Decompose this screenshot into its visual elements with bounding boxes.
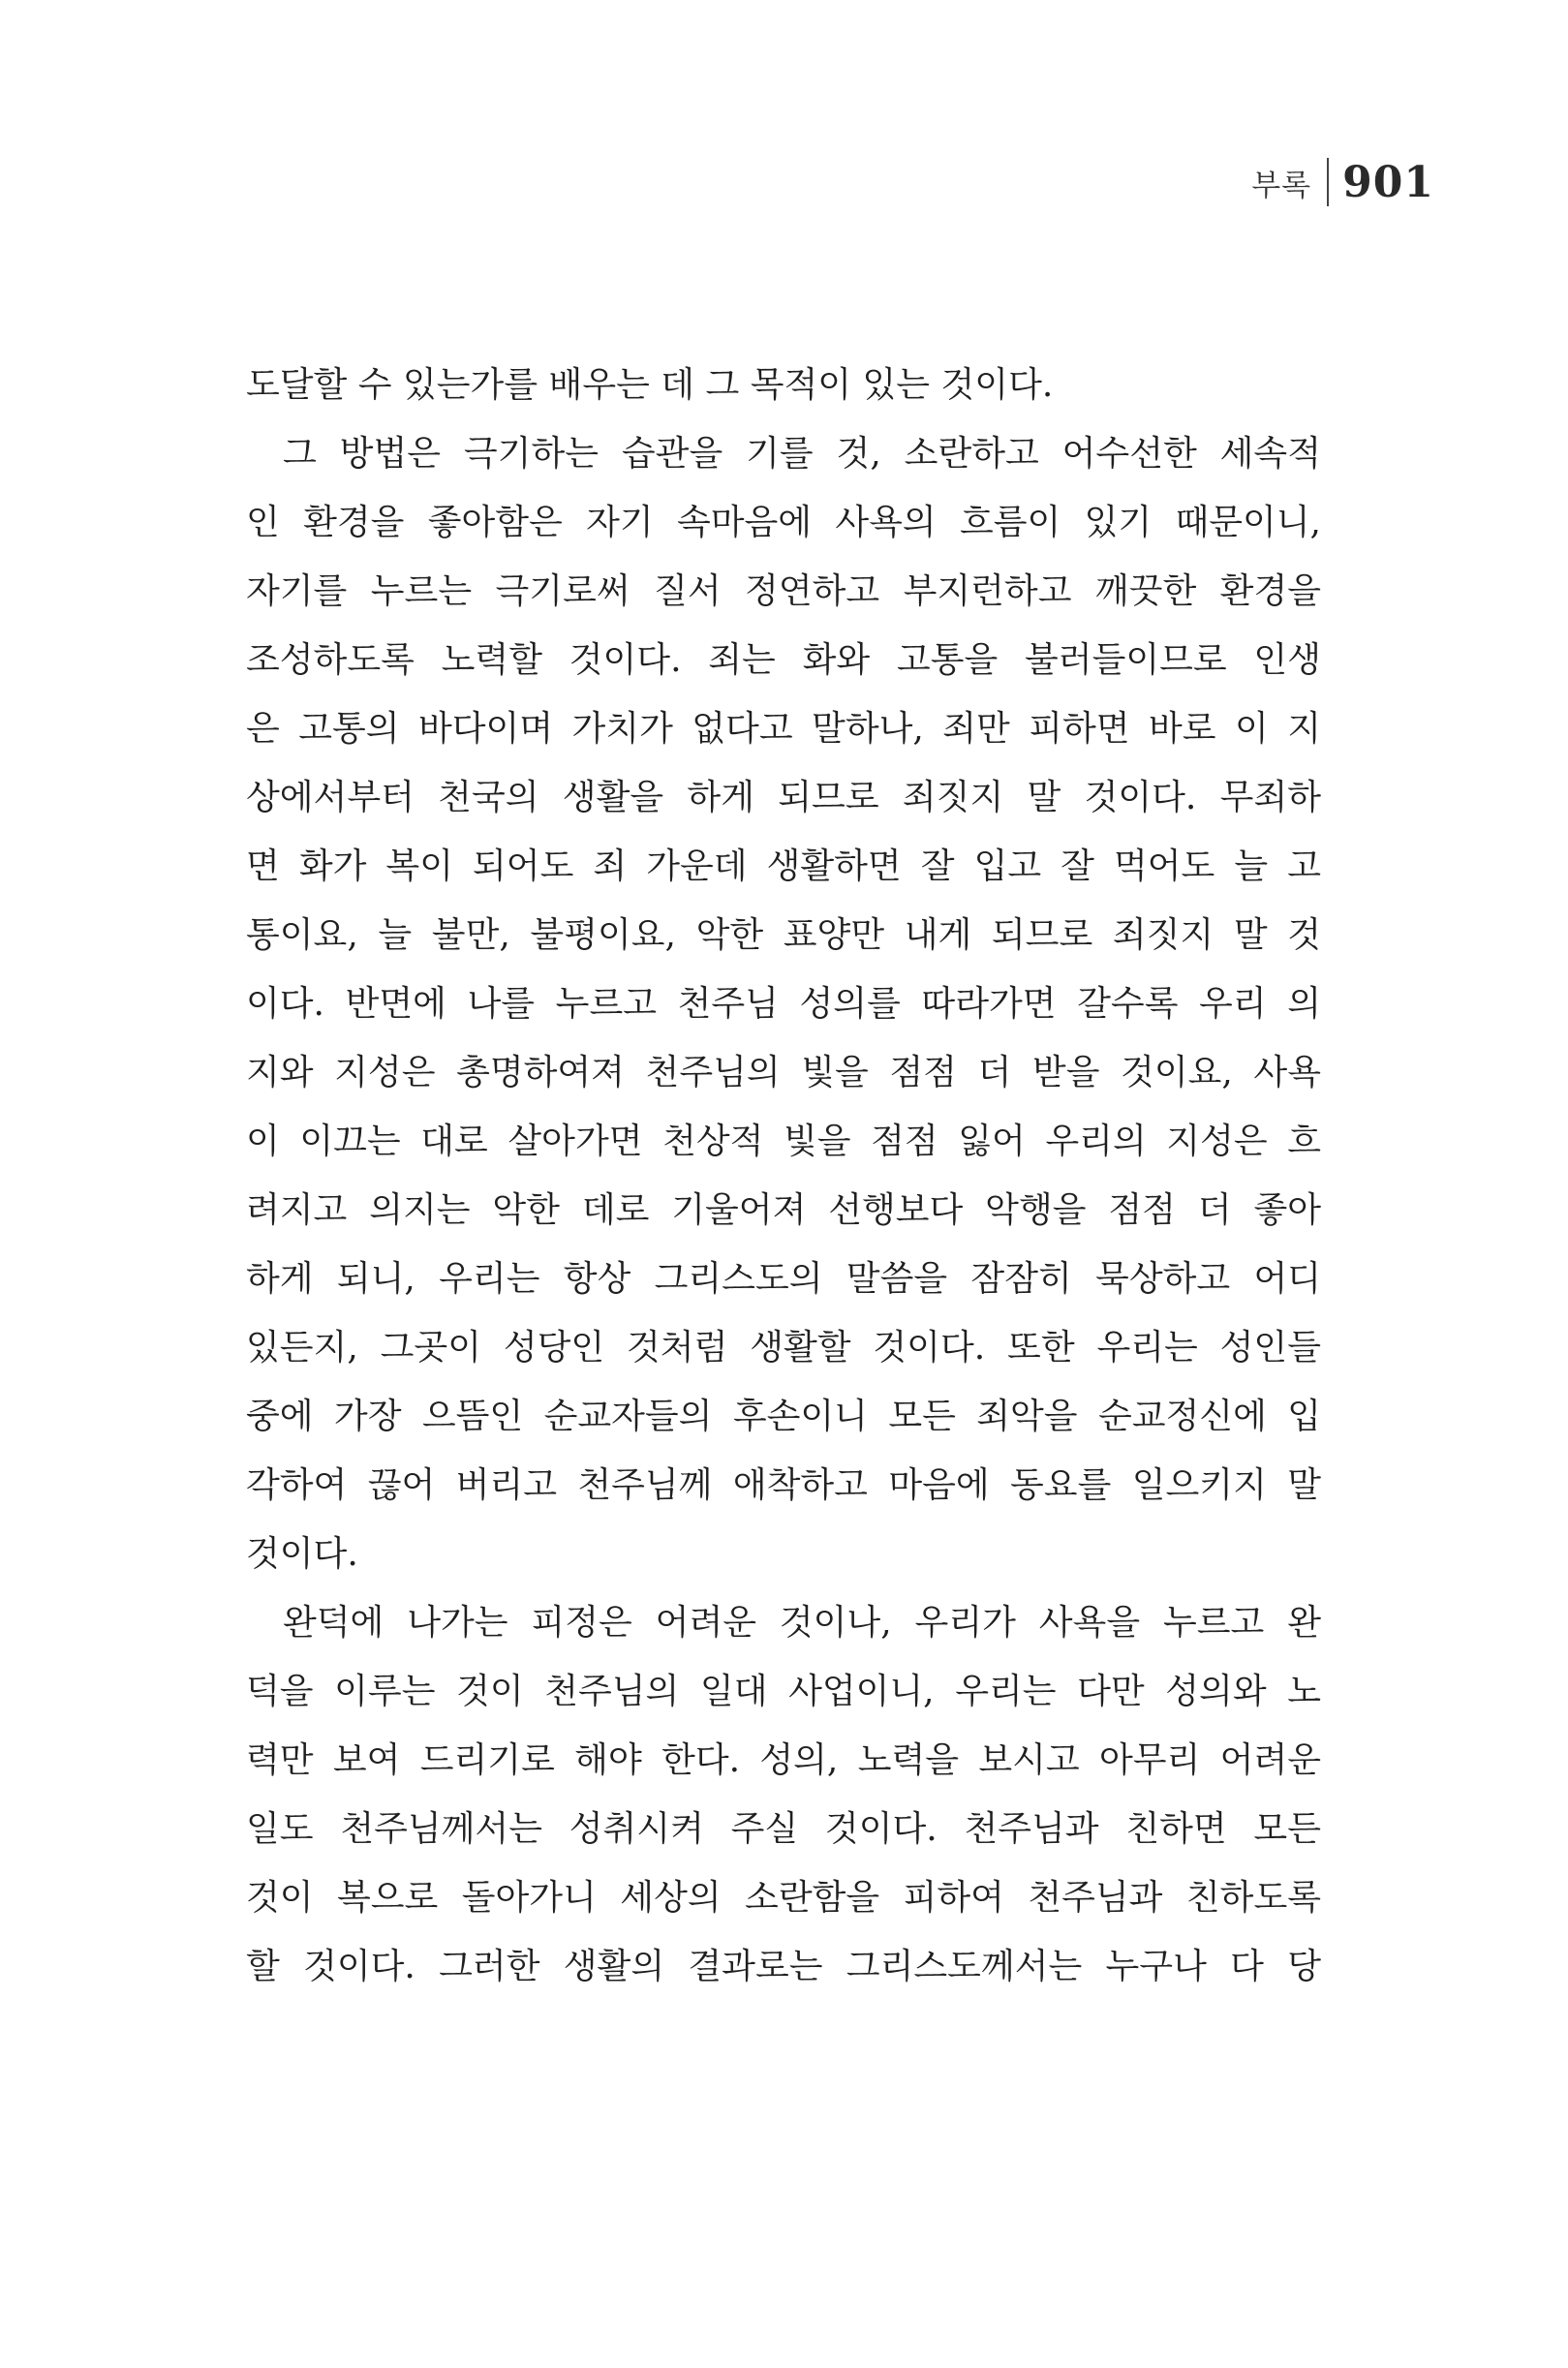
text-line: 도달할 수 있는가를 배우는 데 그 목적이 있는 것이다. [246, 365, 1054, 405]
text-line: 자기를 누르는 극기로써 질서 정연하고 부지런하고 깨끗한 환경을 [246, 571, 1321, 611]
text-line: 지와 지성은 총명하여져 천주님의 빛을 점점 더 받을 것이요, 사욕 [246, 1053, 1321, 1092]
text-line: 일도 천주님께서는 성취시켜 주실 것이다. 천주님과 친하면 모든 [246, 1809, 1321, 1849]
text-line: 조성하도록 노력할 것이다. 죄는 화와 고통을 불러들이므로 인생 [246, 640, 1321, 680]
text-line: 하게 되니, 우리는 항상 그리스도의 말씀을 잠잠히 묵상하고 어디 [246, 1259, 1321, 1299]
text-line: 각하여 끊어 버리고 천주님께 애착하고 마음에 동요를 일으키지 말 [246, 1465, 1321, 1505]
text-line: 려지고 의지는 악한 데로 기울어져 선행보다 악행을 점점 더 좋아 [246, 1190, 1321, 1230]
text-line: 것이 복으로 돌아가니 세상의 소란함을 피하여 천주님과 친하도록 [246, 1878, 1321, 1918]
text-line: 것이다. [246, 1534, 358, 1574]
text-line: 면 화가 복이 되어도 죄 가운데 생활하면 잘 입고 잘 먹어도 늘 고 [246, 846, 1321, 886]
text-line: 있든지, 그곳이 성당인 것처럼 생활할 것이다. 또한 우리는 성인들 [246, 1328, 1321, 1368]
paragraph-start-line: 그 방법은 극기하는 습관을 기를 것, 소란하고 어수선한 세속적 [283, 434, 1321, 474]
text-line: 이다. 반면에 나를 누르고 천주님 성의를 따라가면 갈수록 우리 의 [246, 984, 1321, 1024]
section-label: 부록 [1251, 168, 1312, 203]
page-header [1251, 153, 1434, 211]
page-number: 901 [1342, 157, 1434, 207]
text-line: 통이요, 늘 불만, 불평이요, 악한 표양만 내게 되므로 죄짓지 말 것 [246, 915, 1321, 955]
text-line: 덕을 이루는 것이 천주님의 일대 사업이니, 우리는 다만 성의와 노 [246, 1672, 1321, 1711]
text-line: 상에서부터 천국의 생활을 하게 되므로 죄짓지 말 것이다. 무죄하 [246, 778, 1321, 817]
body-text [246, 351, 1321, 2001]
text-line: 할 것이다. 그러한 생활의 결과로는 그리스도께서는 누구나 다 당 [246, 1947, 1321, 1986]
text-line: 은 고통의 바다이며 가치가 없다고 말하나, 죄만 피하면 바로 이 지 [246, 709, 1321, 749]
text-line: 중에 가장 으뜸인 순교자들의 후손이니 모든 죄악을 순교정신에 입 [246, 1397, 1321, 1436]
text-line: 인 환경을 좋아함은 자기 속마음에 사욕의 흐름이 있기 때문이니, [246, 503, 1321, 542]
header-divider [1327, 158, 1329, 206]
text-line: 이 이끄는 대로 살아가면 천상적 빛을 점점 잃어 우리의 지성은 흐 [246, 1122, 1321, 1161]
text-line: 력만 보여 드리기로 해야 한다. 성의, 노력을 보시고 아무리 어려운 [246, 1740, 1321, 1780]
paragraph-start-line: 완덕에 나가는 피정은 어려운 것이나, 우리가 사욕을 누르고 완 [283, 1603, 1321, 1643]
